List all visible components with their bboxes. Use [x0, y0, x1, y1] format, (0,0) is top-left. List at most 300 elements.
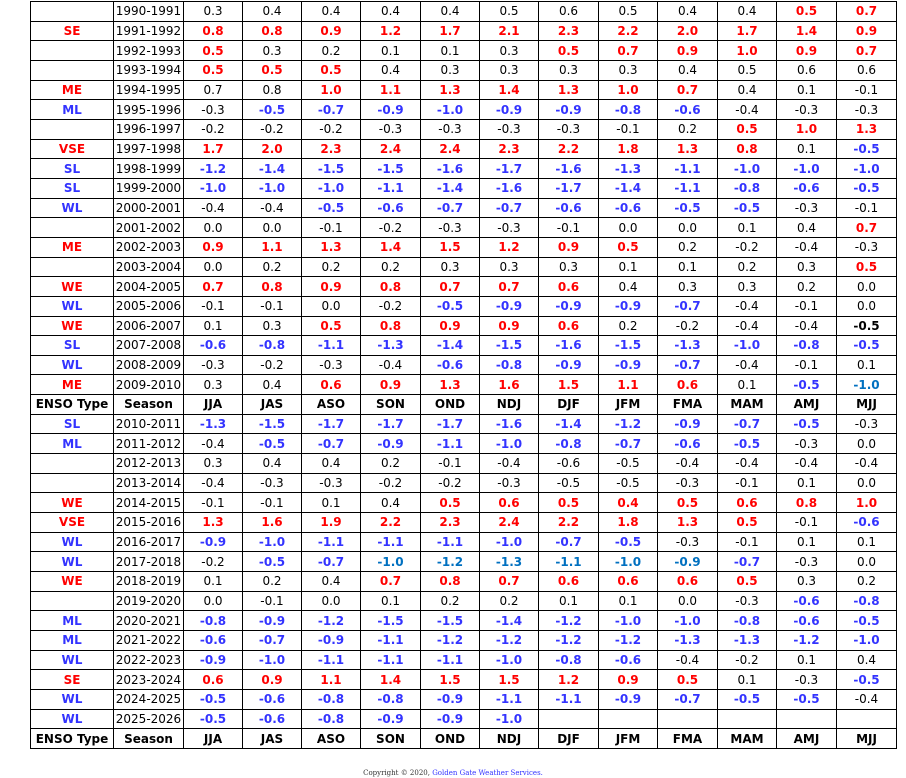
oni-value-cell: -1.2: [421, 631, 480, 651]
oni-value-cell: -1.0: [480, 532, 539, 552]
oni-value-cell: 0.4: [718, 80, 777, 100]
oni-value-cell: -0.5: [421, 296, 480, 316]
oni-value-cell: -0.1: [243, 493, 302, 513]
oni-value-cell: -0.3: [302, 355, 361, 375]
oni-value-cell: -0.4: [718, 355, 777, 375]
season-cell: 2003-2004: [114, 257, 184, 277]
oni-value-cell: -0.4: [184, 434, 243, 454]
oni-value-cell: 2.2: [361, 513, 421, 533]
oni-value-cell: -0.2: [243, 355, 302, 375]
column-header: SON: [361, 395, 421, 415]
oni-value-cell: 0.2: [480, 591, 539, 611]
table-row: [31, 237, 897, 257]
oni-value-cell: -0.4: [718, 296, 777, 316]
table-body: [31, 2, 897, 749]
oni-value-cell: -0.6: [539, 454, 599, 474]
oni-value-cell: -1.0: [777, 159, 837, 179]
table-row: [31, 80, 897, 100]
oni-value-cell: 0.1: [837, 532, 897, 552]
oni-value-cell: -0.2: [184, 552, 243, 572]
oni-value-cell: 0.3: [184, 375, 243, 395]
season-cell: 2012-2013: [114, 454, 184, 474]
oni-value-cell: 0.0: [184, 218, 243, 238]
oni-value-cell: -1.0: [480, 709, 539, 729]
oni-value-cell: -1.6: [421, 159, 480, 179]
oni-value-cell: -0.5: [243, 434, 302, 454]
oni-value-cell: 0.0: [658, 591, 718, 611]
oni-value-cell: -0.5: [837, 178, 897, 198]
oni-value-cell: -0.9: [539, 355, 599, 375]
oni-value-cell: -0.6: [243, 709, 302, 729]
oni-value-cell: -1.6: [480, 178, 539, 198]
oni-value-cell: 1.0: [718, 41, 777, 61]
oni-value-cell: 1.5: [480, 670, 539, 690]
column-header: ASO: [302, 395, 361, 415]
oni-value-cell: 1.3: [184, 513, 243, 533]
oni-value-cell: -0.5: [777, 414, 837, 434]
oni-value-cell: -0.5: [243, 552, 302, 572]
oni-value-cell: -1.4: [243, 159, 302, 179]
oni-value-cell: 0.3: [777, 572, 837, 592]
oni-value-cell: -0.3: [302, 473, 361, 493]
season-cell: 1990-1991: [114, 2, 184, 22]
column-header: NDJ: [480, 729, 539, 749]
oni-value-cell: -0.4: [718, 100, 777, 120]
oni-value-cell: -0.9: [184, 650, 243, 670]
oni-value-cell: 1.1: [599, 375, 658, 395]
oni-value-cell: -0.3: [777, 670, 837, 690]
season-cell: 2025-2026: [114, 709, 184, 729]
oni-value-cell: -1.7: [421, 414, 480, 434]
oni-value-cell: -1.0: [599, 552, 658, 572]
oni-value-cell: -1.0: [243, 178, 302, 198]
oni-value-cell: -0.1: [837, 198, 897, 218]
table-row: [31, 277, 897, 297]
oni-value-cell: -0.6: [243, 689, 302, 709]
oni-value-cell: -0.9: [599, 296, 658, 316]
oni-value-cell: -0.8: [539, 650, 599, 670]
oni-value-cell: -1.4: [421, 178, 480, 198]
enso-type-cell: SL: [31, 159, 114, 179]
season-cell: 2024-2025: [114, 689, 184, 709]
oni-value-cell: -0.1: [184, 296, 243, 316]
oni-value-cell: -0.6: [658, 434, 718, 454]
oni-value-cell: 0.5: [837, 257, 897, 277]
season-cell: 1995-1996: [114, 100, 184, 120]
oni-value-cell: 2.2: [539, 513, 599, 533]
season-cell: 2023-2024: [114, 670, 184, 690]
oni-value-cell: -0.6: [184, 631, 243, 651]
oni-value-cell: [837, 709, 897, 729]
oni-value-cell: 0.9: [480, 316, 539, 336]
oni-value-cell: 0.2: [302, 257, 361, 277]
oni-value-cell: 1.3: [658, 513, 718, 533]
oni-value-cell: 0.6: [718, 493, 777, 513]
oni-value-cell: 0.7: [361, 572, 421, 592]
oni-value-cell: -0.3: [480, 119, 539, 139]
oni-value-cell: -1.4: [480, 611, 539, 631]
column-header: MJJ: [837, 729, 897, 749]
enso-type-cell: ML: [31, 611, 114, 631]
oni-value-cell: -1.1: [361, 532, 421, 552]
enso-type-cell: VSE: [31, 513, 114, 533]
oni-value-cell: 0.6: [539, 2, 599, 22]
oni-value-cell: -0.4: [361, 355, 421, 375]
oni-value-cell: -0.4: [184, 198, 243, 218]
oni-value-cell: 0.2: [243, 572, 302, 592]
oni-value-cell: 1.2: [539, 670, 599, 690]
enso-type-cell: WL: [31, 552, 114, 572]
oni-value-cell: 1.7: [421, 21, 480, 41]
oni-value-cell: -1.0: [658, 611, 718, 631]
season-cell: 2013-2014: [114, 473, 184, 493]
oni-value-cell: -1.2: [184, 159, 243, 179]
enso-type-cell: [31, 41, 114, 61]
oni-value-cell: 0.3: [480, 257, 539, 277]
oni-value-cell: 0.2: [658, 237, 718, 257]
oni-value-cell: 0.0: [837, 434, 897, 454]
season-cell: 2019-2020: [114, 591, 184, 611]
oni-value-cell: -0.3: [480, 473, 539, 493]
oni-value-cell: 1.4: [361, 237, 421, 257]
oni-value-cell: -0.7: [658, 689, 718, 709]
oni-value-cell: 0.3: [599, 60, 658, 80]
oni-value-cell: 0.6: [539, 572, 599, 592]
season-cell: 2000-2001: [114, 198, 184, 218]
oni-value-cell: -1.1: [302, 336, 361, 356]
oni-value-cell: 0.6: [658, 375, 718, 395]
oni-value-cell: -0.7: [243, 631, 302, 651]
oni-value-cell: -0.1: [302, 218, 361, 238]
enso-type-cell: ML: [31, 631, 114, 651]
oni-value-cell: 0.9: [777, 41, 837, 61]
oni-value-cell: -1.0: [302, 178, 361, 198]
oni-value-cell: 0.1: [777, 532, 837, 552]
table-row: [31, 296, 897, 316]
column-header: OND: [421, 395, 480, 415]
oni-value-cell: 0.3: [421, 257, 480, 277]
oni-value-cell: -1.0: [837, 159, 897, 179]
oni-value-cell: 2.3: [539, 21, 599, 41]
oni-value-cell: 0.3: [243, 41, 302, 61]
oni-value-cell: 0.2: [302, 41, 361, 61]
oni-value-cell: 0.2: [718, 257, 777, 277]
oni-value-cell: -0.2: [718, 237, 777, 257]
column-header: FMA: [658, 395, 718, 415]
oni-value-cell: [718, 709, 777, 729]
season-cell: 2002-2003: [114, 237, 184, 257]
oni-value-cell: 0.5: [421, 493, 480, 513]
oni-value-cell: -0.3: [361, 119, 421, 139]
season-cell: 2017-2018: [114, 552, 184, 572]
oni-value-cell: -0.9: [658, 414, 718, 434]
oni-value-cell: -0.1: [243, 591, 302, 611]
oni-value-cell: 0.0: [837, 473, 897, 493]
oni-value-cell: 0.8: [243, 80, 302, 100]
oni-value-cell: 0.7: [658, 80, 718, 100]
oni-value-cell: 0.4: [658, 60, 718, 80]
season-cell: 1993-1994: [114, 60, 184, 80]
enso-type-cell: VSE: [31, 139, 114, 159]
oni-value-cell: 0.5: [718, 60, 777, 80]
oni-table-container: [30, 1, 896, 749]
table-row: [31, 2, 897, 22]
oni-value-cell: -0.4: [837, 689, 897, 709]
oni-value-cell: -0.6: [777, 178, 837, 198]
oni-value-cell: -0.6: [837, 513, 897, 533]
oni-value-cell: -1.0: [243, 532, 302, 552]
oni-value-cell: 0.1: [718, 218, 777, 238]
oni-value-cell: -1.5: [421, 611, 480, 631]
oni-value-cell: 0.4: [837, 650, 897, 670]
oni-value-cell: 0.5: [718, 513, 777, 533]
oni-value-cell: -0.5: [184, 709, 243, 729]
oni-value-cell: 0.3: [480, 41, 539, 61]
season-cell: 1999-2000: [114, 178, 184, 198]
oni-value-cell: 1.6: [480, 375, 539, 395]
oni-value-cell: 1.5: [421, 670, 480, 690]
enso-type-cell: ME: [31, 80, 114, 100]
oni-value-cell: 0.4: [361, 493, 421, 513]
oni-value-cell: -1.2: [539, 611, 599, 631]
oni-value-cell: -0.7: [480, 198, 539, 218]
oni-table: [30, 1, 897, 749]
oni-value-cell: 1.5: [421, 237, 480, 257]
oni-value-cell: -1.1: [539, 689, 599, 709]
oni-value-cell: -1.7: [361, 414, 421, 434]
oni-value-cell: 1.3: [302, 237, 361, 257]
oni-value-cell: -0.7: [658, 296, 718, 316]
oni-value-cell: 0.0: [658, 218, 718, 238]
oni-value-cell: -0.2: [718, 650, 777, 670]
oni-value-cell: 1.6: [243, 513, 302, 533]
oni-value-cell: -0.9: [599, 689, 658, 709]
table-row: [31, 709, 897, 729]
table-row: [31, 572, 897, 592]
oni-value-cell: -1.0: [480, 434, 539, 454]
oni-value-cell: -0.5: [302, 198, 361, 218]
oni-value-cell: -0.8: [480, 355, 539, 375]
oni-value-cell: -1.0: [480, 650, 539, 670]
oni-value-cell: -1.1: [480, 689, 539, 709]
oni-value-cell: -0.2: [184, 119, 243, 139]
oni-value-cell: -0.1: [837, 80, 897, 100]
oni-value-cell: -0.3: [777, 434, 837, 454]
season-cell: 2004-2005: [114, 277, 184, 297]
oni-value-cell: 0.5: [539, 41, 599, 61]
oni-value-cell: 0.6: [184, 670, 243, 690]
oni-value-cell: -1.3: [599, 159, 658, 179]
oni-value-cell: -1.1: [361, 178, 421, 198]
oni-value-cell: 0.7: [480, 277, 539, 297]
oni-value-cell: -0.3: [777, 552, 837, 572]
oni-value-cell: 2.0: [658, 21, 718, 41]
oni-value-cell: -0.8: [718, 611, 777, 631]
season-cell: 2015-2016: [114, 513, 184, 533]
oni-value-cell: 2.2: [539, 139, 599, 159]
oni-value-cell: 0.5: [599, 2, 658, 22]
oni-value-cell: 0.4: [361, 60, 421, 80]
oni-value-cell: 0.7: [184, 277, 243, 297]
oni-value-cell: 0.4: [243, 2, 302, 22]
enso-type-cell: SL: [31, 336, 114, 356]
enso-type-cell: ML: [31, 434, 114, 454]
oni-value-cell: -0.2: [302, 119, 361, 139]
oni-value-cell: 1.1: [361, 80, 421, 100]
oni-value-cell: -1.7: [480, 159, 539, 179]
oni-value-cell: 1.8: [599, 513, 658, 533]
oni-value-cell: -0.1: [777, 513, 837, 533]
enso-type-cell: WE: [31, 572, 114, 592]
oni-value-cell: 0.1: [718, 670, 777, 690]
oni-value-cell: 0.5: [184, 60, 243, 80]
oni-value-cell: -0.4: [480, 454, 539, 474]
oni-value-cell: -1.2: [302, 611, 361, 631]
header-row: [31, 395, 897, 415]
oni-value-cell: 0.9: [599, 670, 658, 690]
oni-value-cell: -0.5: [718, 434, 777, 454]
oni-value-cell: -0.1: [718, 532, 777, 552]
oni-value-cell: -0.7: [599, 434, 658, 454]
oni-value-cell: -1.0: [837, 631, 897, 651]
oni-value-cell: 0.4: [421, 2, 480, 22]
column-header: SON: [361, 729, 421, 749]
table-row: [31, 434, 897, 454]
column-header: JJA: [184, 729, 243, 749]
oni-value-cell: -0.2: [361, 296, 421, 316]
oni-value-cell: -1.4: [539, 414, 599, 434]
oni-value-cell: 0.8: [361, 277, 421, 297]
oni-value-cell: -1.5: [361, 159, 421, 179]
oni-value-cell: 0.0: [837, 552, 897, 572]
oni-value-cell: -1.1: [361, 631, 421, 651]
enso-type-cell: WL: [31, 532, 114, 552]
oni-value-cell: -0.6: [777, 591, 837, 611]
oni-value-cell: 0.8: [184, 21, 243, 41]
season-cell: 2010-2011: [114, 414, 184, 434]
oni-value-cell: -1.1: [361, 650, 421, 670]
oni-value-cell: -0.3: [480, 218, 539, 238]
season-cell: 1998-1999: [114, 159, 184, 179]
oni-value-cell: -1.0: [599, 611, 658, 631]
enso-type-cell: SL: [31, 414, 114, 434]
enso-type-cell: [31, 2, 114, 22]
oni-value-cell: 1.3: [421, 80, 480, 100]
column-header: Season: [114, 729, 184, 749]
oni-value-cell: 0.5: [302, 60, 361, 80]
enso-type-cell: [31, 473, 114, 493]
oni-value-cell: 0.0: [837, 296, 897, 316]
oni-value-cell: 0.1: [777, 80, 837, 100]
column-header: JAS: [243, 729, 302, 749]
oni-value-cell: -0.4: [777, 454, 837, 474]
oni-value-cell: -1.7: [539, 178, 599, 198]
oni-value-cell: 0.7: [184, 80, 243, 100]
table-row: [31, 257, 897, 277]
oni-value-cell: -0.9: [421, 689, 480, 709]
oni-value-cell: -0.4: [718, 454, 777, 474]
oni-value-cell: 0.4: [302, 572, 361, 592]
oni-value-cell: 0.3: [421, 60, 480, 80]
oni-value-cell: 1.1: [302, 670, 361, 690]
oni-value-cell: 0.9: [302, 277, 361, 297]
column-header: JFM: [599, 729, 658, 749]
oni-value-cell: 0.5: [658, 493, 718, 513]
oni-value-cell: 1.4: [777, 21, 837, 41]
oni-value-cell: -0.7: [718, 414, 777, 434]
oni-value-cell: 0.3: [539, 257, 599, 277]
oni-value-cell: -1.5: [599, 336, 658, 356]
oni-value-cell: -0.8: [184, 611, 243, 631]
oni-value-cell: -1.0: [718, 336, 777, 356]
oni-value-cell: [777, 709, 837, 729]
table-row: [31, 178, 897, 198]
season-cell: 2021-2022: [114, 631, 184, 651]
oni-value-cell: -0.7: [421, 198, 480, 218]
oni-value-cell: 0.5: [480, 2, 539, 22]
oni-value-cell: -0.6: [421, 355, 480, 375]
oni-value-cell: 0.4: [302, 454, 361, 474]
oni-value-cell: -0.9: [243, 611, 302, 631]
column-header: MJJ: [837, 395, 897, 415]
season-cell: 2016-2017: [114, 532, 184, 552]
oni-value-cell: 1.5: [539, 375, 599, 395]
season-cell: 1996-1997: [114, 119, 184, 139]
oni-value-cell: 2.2: [599, 21, 658, 41]
column-header: AMJ: [777, 395, 837, 415]
oni-value-cell: -0.5: [837, 611, 897, 631]
oni-value-cell: -0.7: [658, 355, 718, 375]
oni-value-cell: 0.4: [718, 2, 777, 22]
enso-type-cell: [31, 454, 114, 474]
oni-value-cell: -1.0: [837, 375, 897, 395]
oni-value-cell: 0.8: [243, 277, 302, 297]
enso-type-cell: SL: [31, 178, 114, 198]
oni-value-cell: 1.9: [302, 513, 361, 533]
oni-value-cell: 0.5: [539, 493, 599, 513]
oni-value-cell: 1.2: [480, 237, 539, 257]
season-cell: 2005-2006: [114, 296, 184, 316]
column-header: ENSO Type: [31, 395, 114, 415]
oni-value-cell: 0.0: [837, 277, 897, 297]
oni-value-cell: 1.4: [361, 670, 421, 690]
oni-value-cell: -0.6: [599, 650, 658, 670]
oni-value-cell: -0.5: [837, 316, 897, 336]
company-link[interactable]: Golden Gate Weather Services.: [432, 769, 543, 777]
oni-value-cell: 0.3: [184, 454, 243, 474]
oni-value-cell: 0.6: [302, 375, 361, 395]
oni-value-cell: 0.9: [658, 41, 718, 61]
oni-value-cell: 0.5: [243, 60, 302, 80]
oni-value-cell: 0.6: [837, 60, 897, 80]
oni-value-cell: 0.6: [658, 572, 718, 592]
oni-value-cell: -0.6: [658, 100, 718, 120]
oni-value-cell: 0.0: [302, 591, 361, 611]
oni-value-cell: 0.5: [718, 572, 777, 592]
oni-value-cell: -0.7: [302, 434, 361, 454]
oni-value-cell: 1.0: [599, 80, 658, 100]
oni-value-cell: 0.1: [302, 493, 361, 513]
table-row: [31, 336, 897, 356]
column-header: MAM: [718, 395, 777, 415]
table-row: [31, 414, 897, 434]
oni-value-cell: 1.3: [539, 80, 599, 100]
enso-type-cell: [31, 60, 114, 80]
oni-value-cell: -0.3: [777, 100, 837, 120]
oni-value-cell: 0.9: [243, 670, 302, 690]
oni-value-cell: 1.7: [718, 21, 777, 41]
oni-value-cell: -0.7: [302, 552, 361, 572]
